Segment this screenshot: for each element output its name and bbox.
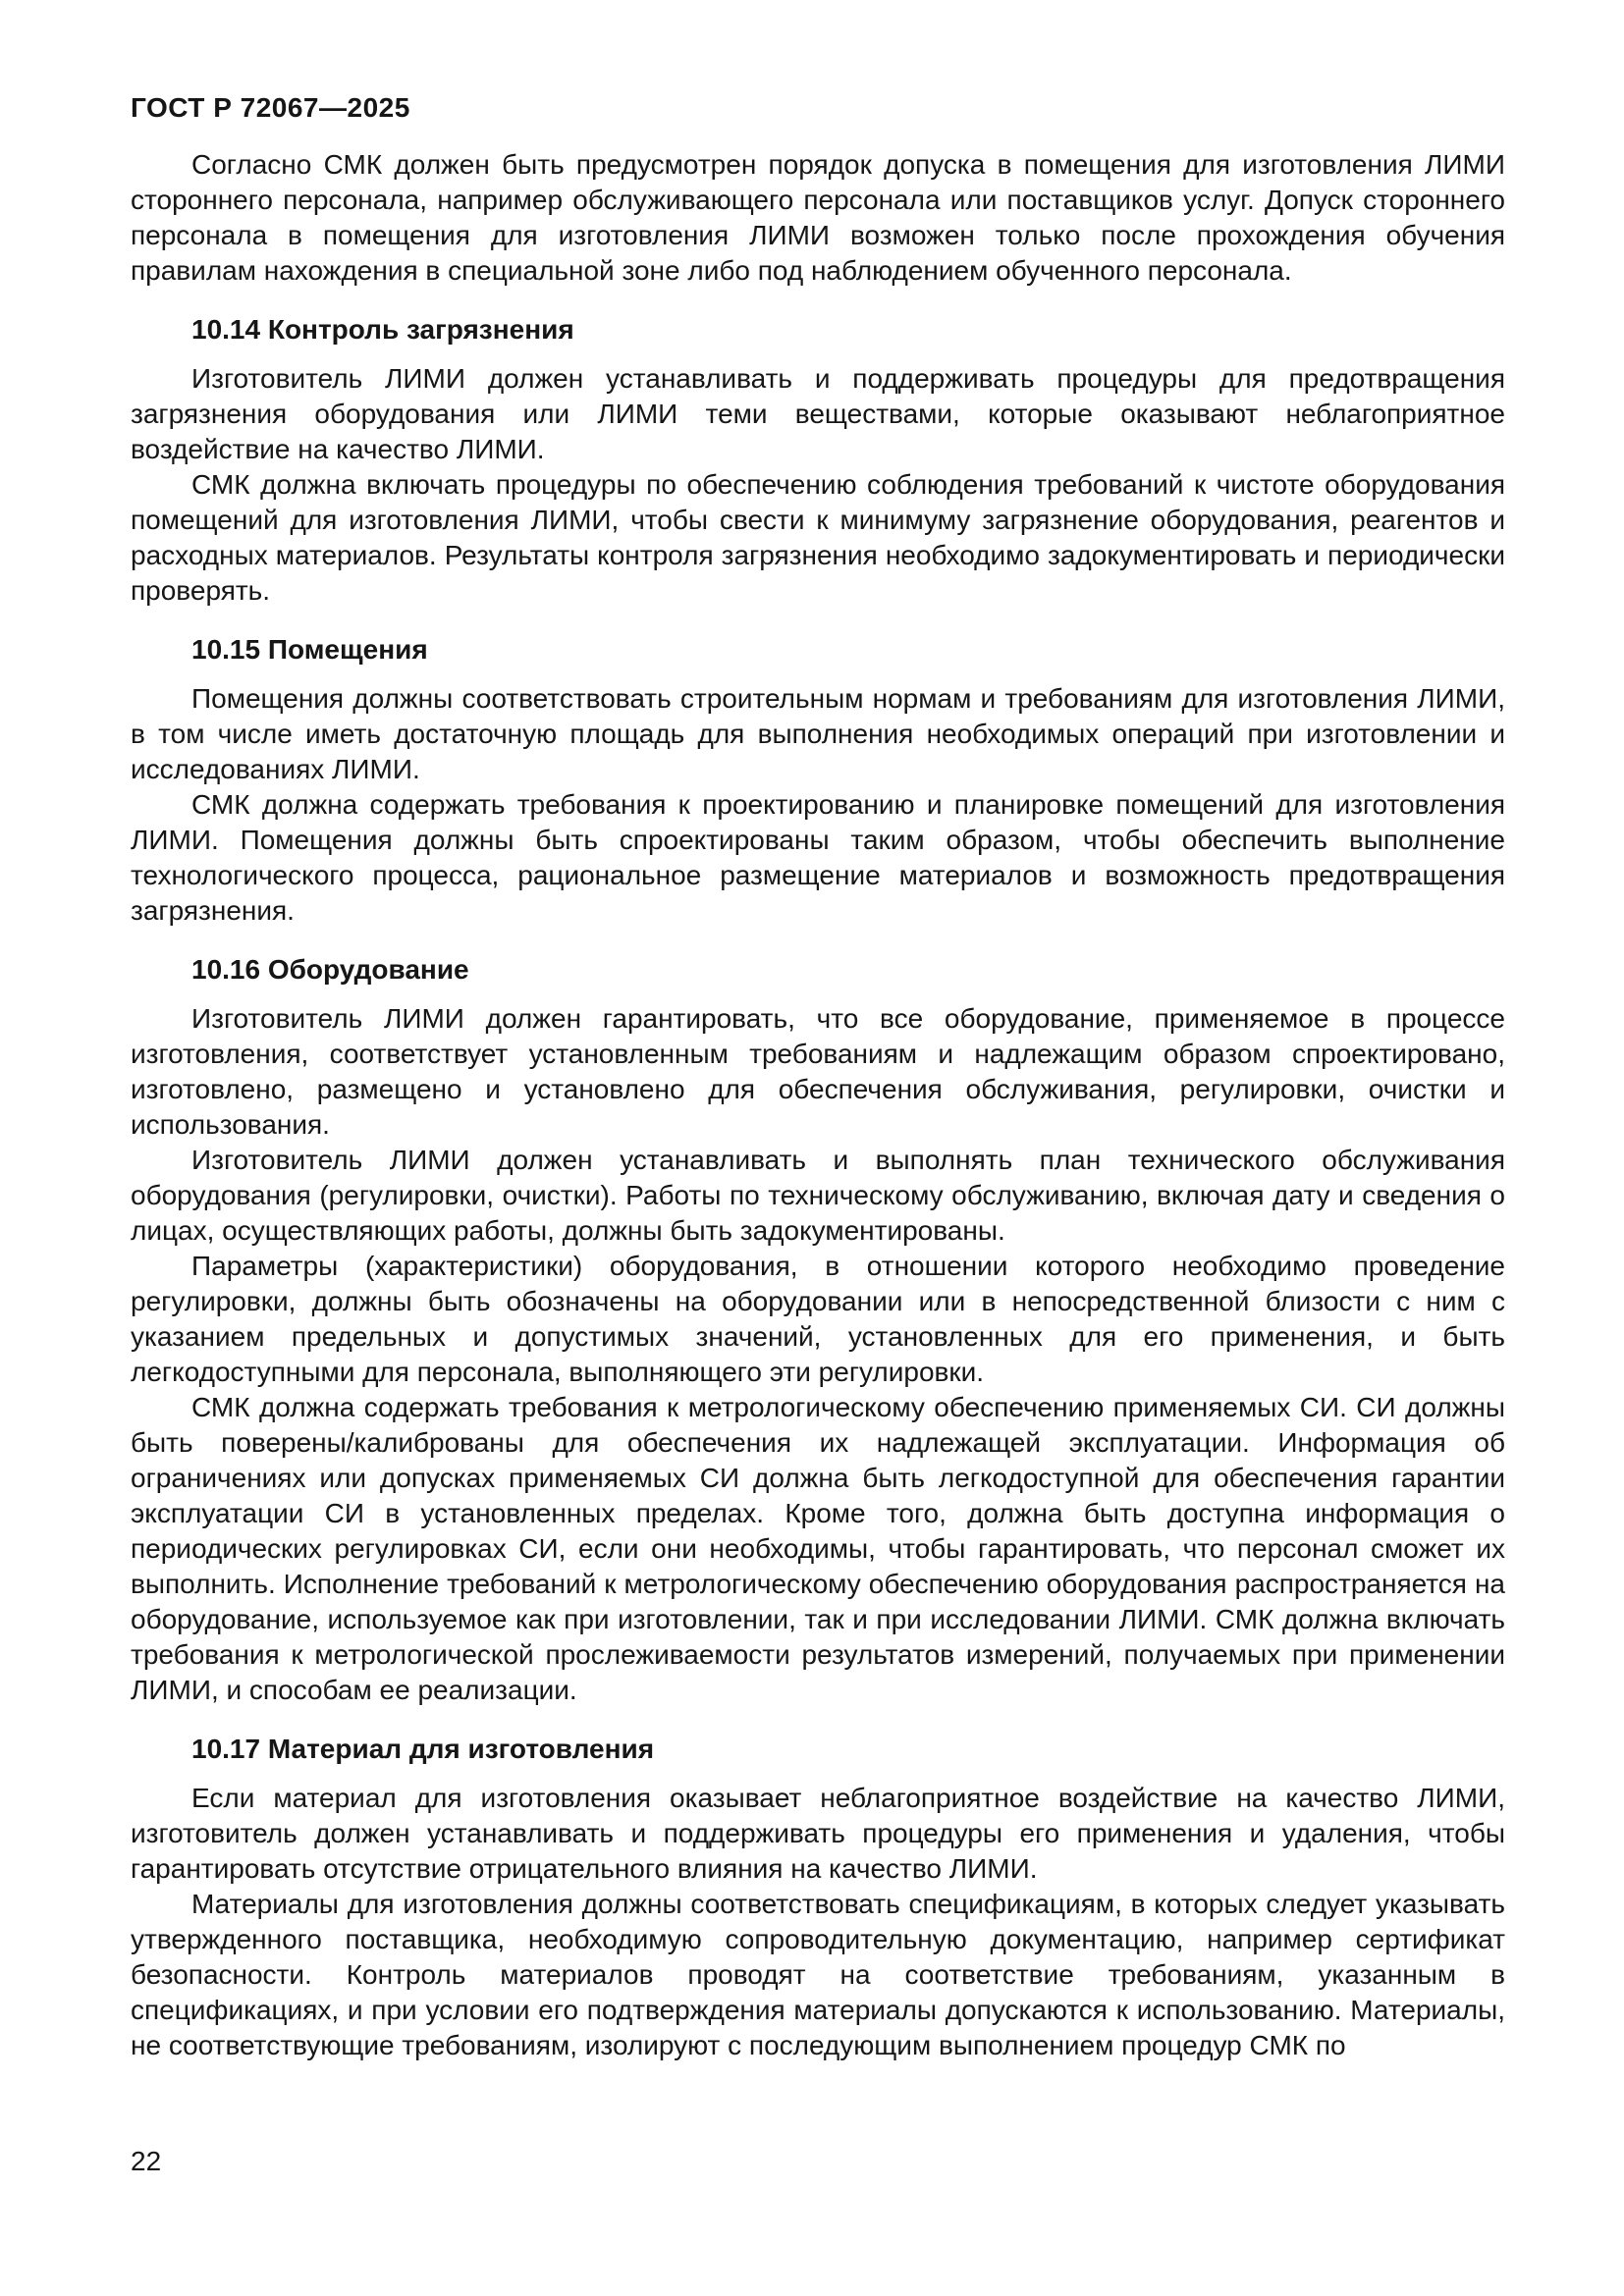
paragraph-equipment-2: Изготовитель ЛИМИ должен устанавливать и выполнять план технического обслуживания оборудования (регулировки, очистки). Работы по техническому обслуживанию, включая дату и сведения о лицах, осуществляющих работы, должны быть задокументированы.: [131, 1145, 1505, 1246]
paragraph-equipment-1: Изготовитель ЛИМИ должен гарантировать, что все оборудование, применяемое в процессе изготовления, соответствует установленным требованиям и надлежащим образом спроектировано, изготовлено, размещено и установлено для обеспечения обслуживания, регулировки, очистки и использования.: [131, 1003, 1505, 1140]
paragraph-premises-2: СМК должна содержать требования к проектированию и планировке помещений для изготовления ЛИМИ. Помещения должны быть спроектированы таким образом, чтобы обеспечить выполнение технологического процесса, рациональное размещение материалов и возможность предотвращения загрязнения.: [131, 789, 1505, 926]
page-number: 22: [131, 2146, 162, 2176]
paragraph-contamination-2: СМК должна включать процедуры по обеспечению соблюдения требований к чистоте оборудования помещений для изготовления ЛИМИ, чтобы свести к минимуму загрязнение оборудования, реагентов и расходных материалов. Результаты контроля загрязнения необходимо задокументировать и периодически проверять.: [131, 469, 1505, 606]
paragraph-materials-2: Материалы для изготовления должны соответствовать спецификациям, в которых следует указывать утвержденного поставщика, необходимую сопроводительную документацию, например сертификат безопасности. Контроль материалов проводят на соответствие требованиям, указанным в спецификациях, и при условии его подтверждения материалы допускаются к использованию. Материалы, не соответствующие требованиям, изолируют с последующим выполнением процедур СМК по: [131, 1889, 1505, 2060]
document-code: ГОСТ Р 72067—2025: [131, 92, 410, 123]
paragraph-materials-1: Если материал для изготовления оказывает неблагоприятное воздействие на качество ЛИМИ, изготовитель должен устанавливать и поддерживать процедуры его применения и удаления, чтобы гарантировать отсутствие отрицательного влияния на качество ЛИМИ.: [131, 1783, 1505, 1884]
paragraph-access-control: Согласно СМК должен быть предусмотрен порядок допуска в помещения для изготовления ЛИМИ стороннего персонала, например обслуживающего персонала или поставщиков услуг. Допуск стороннего персонала в помещения для изготовления ЛИМИ возможен только после прохождения обучения правилам нахождения в специальной зоне либо под наблюдением обученного персонала.: [131, 149, 1505, 286]
paragraph-equipment-3: Параметры (характеристики) оборудования, в отношении которого необходимо проведение регулировки, должны быть обозначены на оборудовании или в непосредственной близости с ним с указанием предельных и допустимых значений, установленных для его применения, и быть легкодоступными для персонала, выполняющего эти регулировки.: [131, 1251, 1505, 1387]
paragraph-equipment-4: СМК должна содержать требования к метрологическому обеспечению применяемых СИ. СИ должны быть поверены/калиброваны для обеспечения их надлежащей эксплуатации. Информация об ограничениях или допусках применяемых СИ должна быть легкодоступной для обеспечения гарантии эксплуатации СИ в установленных пределах. Кроме того, должна быть доступна информация о периодических регулировках СИ, если они необходимы, чтобы гарантировать, что персонал сможет их выполнить. Исполнение требований к метрологическому обеспечению оборудования распространяется на оборудование, используемое как при изготовлении, так и при исследовании ЛИМИ. СМК должна включать требования к метрологической прослеживаемости результатов измерений, получаемых при применении ЛИМИ, и способам ее реализации.: [131, 1392, 1505, 1705]
paragraph-contamination-1: Изготовитель ЛИМИ должен устанавливать и поддерживать процедуры для предотвращения загрязнения оборудования или ЛИМИ теми веществами, которые оказывают неблагоприятное воздействие на качество ЛИМИ.: [131, 363, 1505, 464]
section-heading-10-16: 10.16 Оборудование: [191, 954, 469, 985]
section-heading-10-15: 10.15 Помещения: [191, 634, 428, 665]
section-heading-10-17: 10.17 Материал для изготовления: [191, 1734, 655, 1764]
section-heading-10-14: 10.14 Контроль загрязнения: [191, 314, 574, 345]
paragraph-premises-1: Помещения должны соответствовать строительным нормам и требованиям для изготовления ЛИМИ, в том числе иметь достаточную площадь для выполнения необходимых операций при изготовлении и исследованиях ЛИМИ.: [131, 683, 1505, 784]
document-body: [131, 147, 1505, 2063]
